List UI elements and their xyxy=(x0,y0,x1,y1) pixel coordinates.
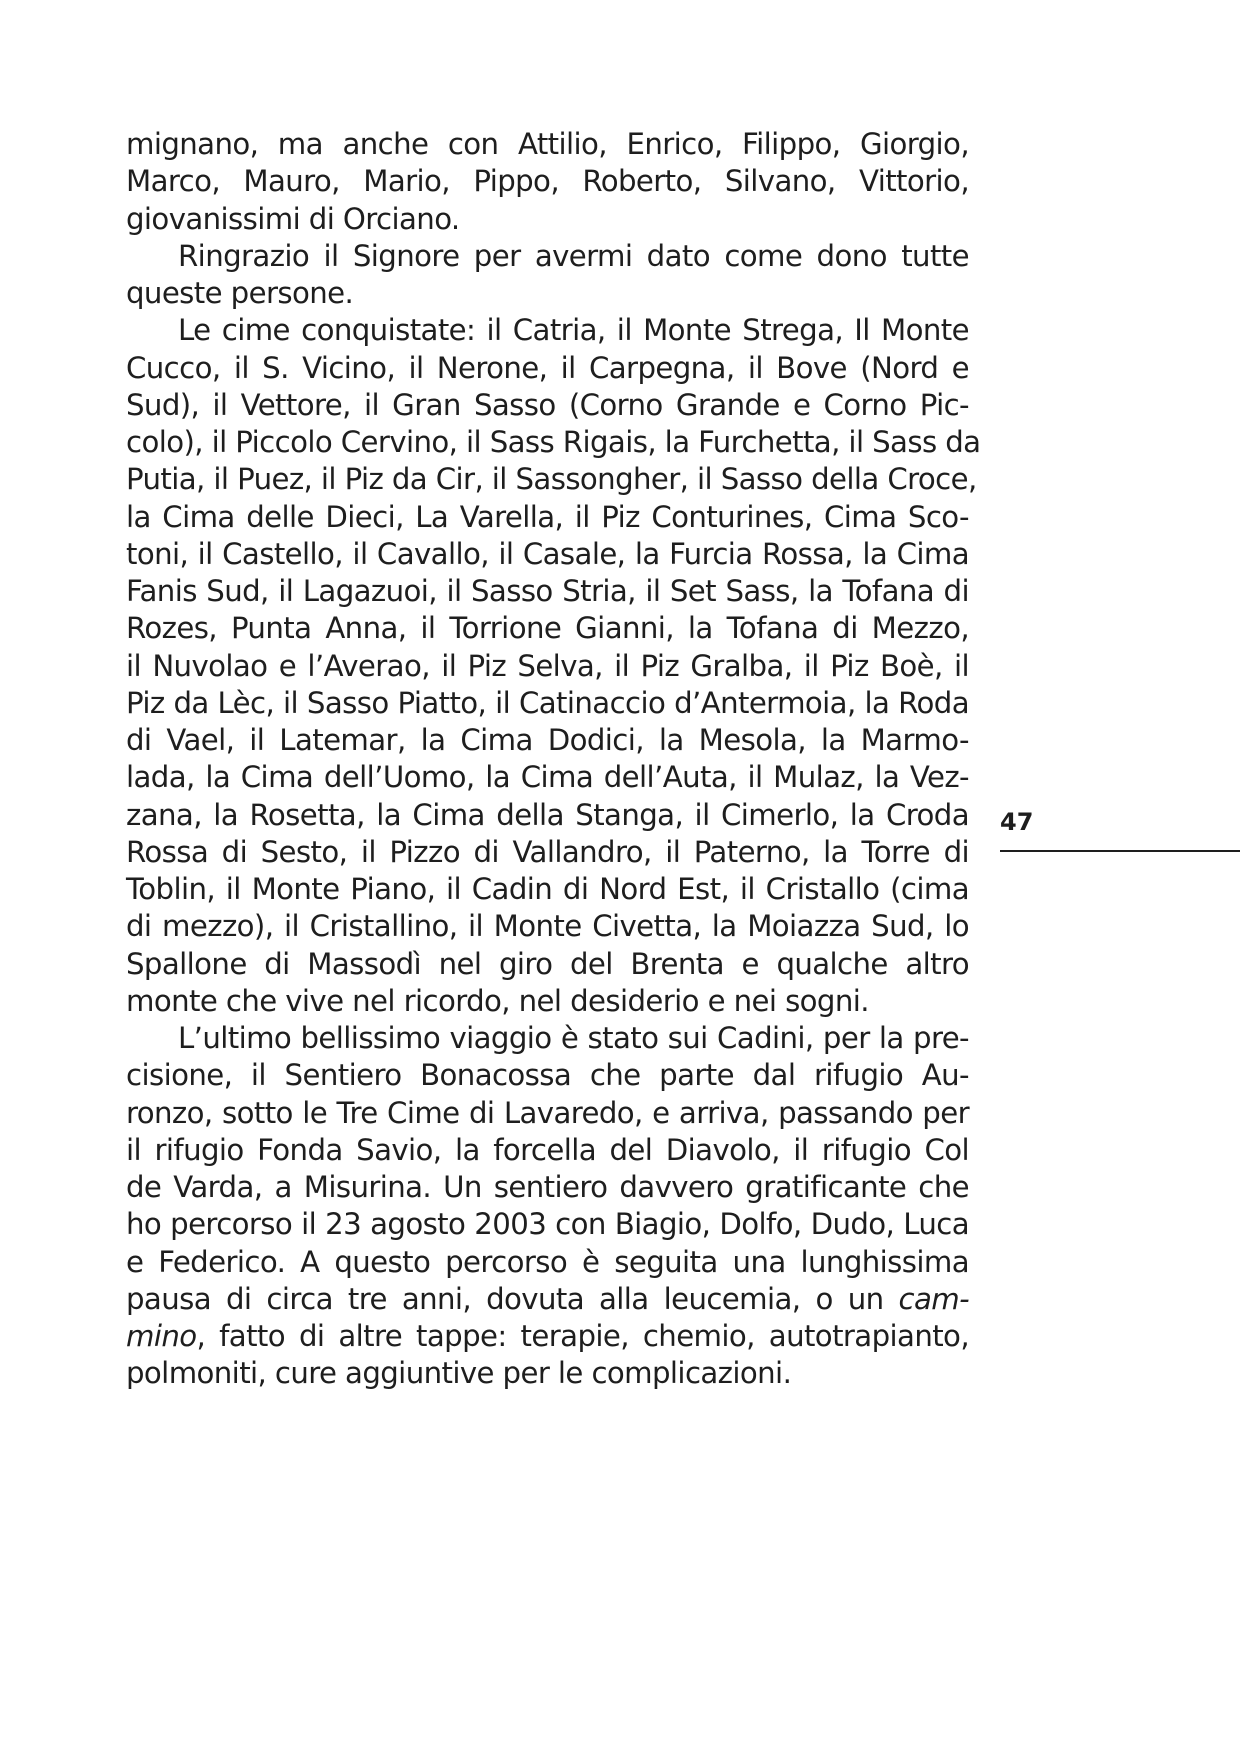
page-number: 47 xyxy=(1000,808,1034,836)
text-line: ronzo, sotto le Tre Cime di Lavaredo, e arriva, passando per xyxy=(126,1095,969,1130)
text-line: zana, la Rosetta, la Cima della Stanga, il Cimerlo, la Croda xyxy=(126,797,969,832)
text-line: di Vael, il Latemar, la Cima Dodici, la Mesola, la Marmo- xyxy=(126,723,969,757)
text-line: Rozes, Punta Anna, il Torrione Gianni, la Tofana di Mezzo, xyxy=(126,611,969,646)
text-line: queste persone. xyxy=(126,276,354,310)
text-line: lada, la Cima dell’Uomo, la Cima dell’Auta, il Mulaz, la Vez- xyxy=(126,760,969,795)
text-line: Cucco, il S. Vicino, il Nerone, il Carpegna, il Bove (Nord e xyxy=(126,350,969,385)
text-line: L’ultimo bellissimo viaggio è stato sui Cadini, per la pre- xyxy=(178,1021,969,1055)
text-fragment: pausa di circa tre anni, dovuta alla leucemia, o un xyxy=(126,1281,899,1316)
text-line: polmoniti, cure aggiuntive per le complicazioni. xyxy=(126,1356,792,1391)
text-line: giovanissimi di Orciano. xyxy=(126,201,460,236)
text-line: Marco, Mauro, Mario, Pippo, Roberto, Silvano, Vittorio, xyxy=(126,164,969,199)
text-line: toni, il Castello, il Cavallo, il Casale, la Furcia Rossa, la Cima xyxy=(126,536,969,571)
text-line: colo), il Piccolo Cervino, il Sass Rigais, la Furchetta, il Sass da xyxy=(126,425,981,459)
italic-word: mino xyxy=(126,1319,197,1353)
text-line: il Nuvolao e l’Averao, il Piz Selva, il Piz Gralba, il Piz Boè, il xyxy=(126,648,969,683)
text-line: mignano, ma anche con Attilio, Enrico, Filippo, Giorgio, xyxy=(126,127,969,161)
text-line: Le cime conquistate: il Catria, il Monte Strega, Il Monte xyxy=(178,313,969,348)
text-line: Toblin, il Monte Piano, il Cadin di Nord Est, il Cristallo (cima xyxy=(126,872,969,906)
text-line: Putia, il Puez, il Piz da Cir, il Sassongher, il Sasso della Croce, xyxy=(126,462,977,497)
text-line: Ringrazio il Signore per avermi dato come dono tutte xyxy=(178,238,969,273)
text-line: monte che vive nel ricordo, nel desiderio e nei sogni. xyxy=(126,983,869,1018)
text-line: Spallone di Massodì nel giro del Brenta e qualche altro xyxy=(126,946,969,981)
text-line-with-italic xyxy=(126,1318,969,1355)
text-line: il rifugio Fonda Savio, la forcella del Diavolo, il rifugio Col xyxy=(126,1132,969,1167)
text-line: Sud), il Vettore, il Gran Sasso (Corno Grande e Corno Pic- xyxy=(126,387,969,422)
text-line: cisione, il Sentiero Bonacossa che parte dal rifugio Au- xyxy=(126,1058,969,1093)
text-line: Fanis Sud, il Lagazuoi, il Sasso Stria, il Set Sass, la Tofana di xyxy=(126,574,969,608)
italic-word: cam- xyxy=(898,1281,969,1316)
text-line: la Cima delle Dieci, La Varella, il Piz Conturines, Cima Sco- xyxy=(126,499,969,534)
page-number-rule xyxy=(1000,850,1240,852)
text-line: e Federico. A questo percorso è seguita una lunghissima xyxy=(126,1244,969,1279)
text-line-with-italic xyxy=(126,1281,969,1318)
text-line: di mezzo), il Cristallino, il Monte Civetta, la Moiazza Sud, lo xyxy=(126,909,969,944)
text-line: Rossa di Sesto, il Pizzo di Vallandro, il Paterno, la Torre di xyxy=(126,834,969,869)
text-line: ho percorso il 23 agosto 2003 con Biagio, Dolfo, Dudo, Luca xyxy=(126,1207,969,1242)
body-text xyxy=(126,126,981,1393)
text-line: de Varda, a Misurina. Un sentiero davvero gratificante che xyxy=(126,1170,969,1204)
text-line: Piz da Lèc, il Sasso Piatto, il Catinaccio d’Antermoia, la Roda xyxy=(126,685,969,720)
text-fragment: , fatto di altre tappe: terapie, chemio, autotrapianto, xyxy=(196,1319,969,1353)
